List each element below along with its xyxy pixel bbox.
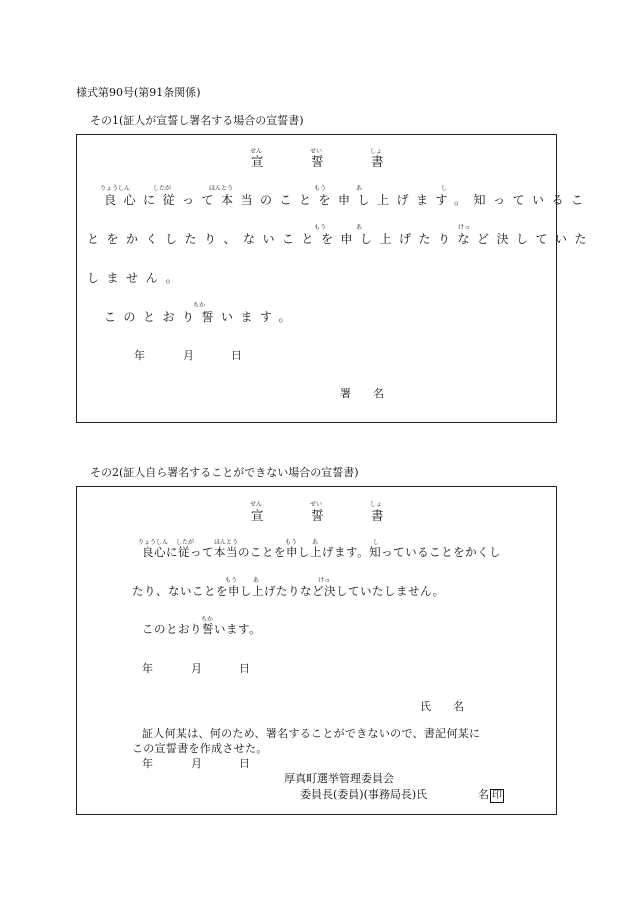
form1-title-char-3: 書 [371, 154, 384, 169]
form1-title-ruby-1: せん [250, 148, 263, 155]
committee-name: 厚真町選挙管理委員会 [284, 772, 394, 785]
form1-body-line-3: しません。 [87, 271, 186, 285]
form2-title-ruby-1: せん [250, 501, 263, 508]
form2-ruby-mou-2: もう [225, 577, 238, 584]
form2-note-line-1: 証人何某は、何のため、署名することができないので、書記何某に [142, 727, 481, 740]
form2-ruby-chika: ちか [201, 616, 214, 623]
form1-ruby-ketsu: けっ [458, 224, 471, 231]
form1-ruby-mou: もう [314, 185, 327, 192]
form2-date2-day: 日 [239, 757, 250, 770]
form1-ruby-ryoushin: りょうしん [100, 185, 131, 192]
form1-ruby-shi: し [441, 185, 448, 192]
form1-ruby-shitaga: したが [153, 185, 172, 192]
form1-ruby-mou-2: もう [314, 224, 327, 231]
form1-date-month: 月 [183, 349, 194, 362]
form2-date2-month: 月 [191, 757, 202, 770]
form2-date2-year: 年 [142, 757, 153, 770]
form2-ruby-mou: もう [285, 539, 298, 546]
official-name-char: 名 [478, 788, 489, 801]
form1-date-year: 年 [134, 349, 145, 362]
form2-caption: その2(証人自ら署名することができない場合の宣誓書) [90, 466, 359, 479]
form2-ruby-a-2: あ [253, 577, 260, 584]
form1-caption: その1(証人が宣誓し署名する場合の宣誓書) [90, 114, 304, 127]
form2-oath: このとおり誓います。 [142, 622, 262, 636]
form1-signature-label: 署 名 [340, 387, 384, 400]
form-number-label: 様式第90号(第91条関係) [76, 86, 201, 99]
form1-ruby-chika: ちか [193, 302, 206, 309]
form2-title-ruby-2: せい [310, 501, 323, 508]
form1-oath: このとおり誓います。 [104, 310, 299, 324]
official-name-seal [478, 786, 504, 803]
form2-ruby-ryoushin: りょうしん [138, 539, 169, 546]
form1-ruby-hontou: ほんとう [209, 185, 234, 192]
form2-title-char-1: 宣 [251, 508, 264, 523]
form1-ruby-a-2: あ [356, 224, 363, 231]
form1-ruby-a: あ [356, 185, 363, 192]
form1-title-char-2: 誓 [311, 154, 324, 169]
form1-date-day: 日 [231, 349, 242, 362]
form2-body-line-1: 良心に従って本当のことを申し上げます。知っていることをかくし [142, 545, 502, 559]
form2-ruby-shi: し [373, 539, 380, 546]
form2-date-day: 日 [239, 662, 250, 675]
seal-mark: 印 [492, 790, 502, 801]
form2-date-month: 月 [191, 662, 202, 675]
form2-title-char-2: 誓 [311, 508, 324, 523]
form2-ruby-a: あ [312, 539, 319, 546]
form2-title-char-3: 書 [371, 508, 384, 523]
form1-title-char-1: 宣 [251, 154, 264, 169]
form2-ruby-shitaga: したが [176, 539, 195, 546]
form2-note-line-2: この宣誓書を作成させた。 [132, 742, 268, 755]
form1-body-line-2: とをかくしたり、ないことを申し上げたりなど決していた [87, 232, 595, 246]
form2-date-year: 年 [142, 662, 153, 675]
form2-body-line-2: たり、ないことを申し上げたりなど決していたしません。 [132, 584, 445, 598]
form2-ruby-hontou: ほんとう [214, 539, 239, 546]
form2-name-label: 氏 名 [420, 700, 464, 713]
form1-title-ruby-2: せい [310, 148, 323, 155]
form1-title-ruby-3: しょ [370, 148, 383, 155]
form1-body-line-1: 良心に従って本当のことを申し上げます。知っているこ [104, 193, 591, 207]
form2-ruby-ketsu: けっ [318, 577, 331, 584]
form2-title-ruby-3: しょ [370, 501, 383, 508]
official-title-line: 委員長(委員)(事務局長)氏 [300, 788, 428, 801]
